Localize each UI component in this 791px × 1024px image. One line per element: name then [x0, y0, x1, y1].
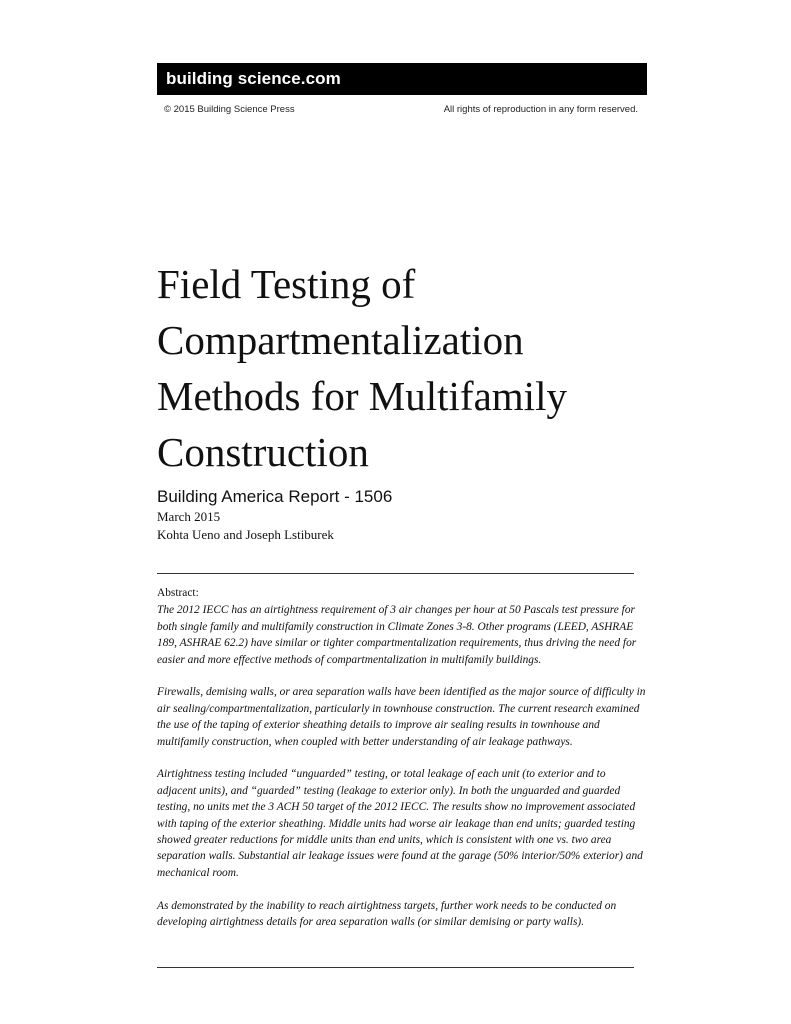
- rights-notice: All rights of reproduction in any form reserved.: [443, 104, 638, 115]
- copyright-notice: © 2015 Building Science Press: [164, 104, 295, 115]
- divider-top: [157, 573, 634, 574]
- document-title: [157, 256, 717, 480]
- title-line: Field Testing of: [157, 261, 416, 307]
- title-line: Methods for Multifamily: [157, 373, 567, 419]
- report-authors: Kohta Ueno and Joseph Lstiburek: [157, 527, 334, 542]
- abstract-section: [157, 585, 647, 947]
- divider-bottom: [157, 967, 634, 968]
- brand-header-bar: [157, 63, 647, 95]
- abstract-paragraph: The 2012 IECC has an airtightness requirement of 3 air changes per hour at 50 Pascals test pressure for both single family and multifamily construction in Climate Zones 3-8. Other programs (LEED, ASHRAE 189, ASHRAE 62.2) have similar or tighter compartmentalization requirements, thus driving the need for easier and more effective methods of compartmentalization in multifamily buildings.: [157, 604, 637, 666]
- abstract-paragraph: Firewalls, demising walls, or area separation walls have been identified as the major source of difficulty in air sealing/compartmentalization, particularly in townhouse construction. The current research examined the use of the taping of exterior sheathing details to improve air sealing results in townhouse and multifamily construction, when coupled with better understanding of air leakage pathways.: [157, 686, 646, 748]
- brand-name: building science.com: [166, 69, 341, 88]
- report-date: March 2015: [157, 509, 221, 524]
- title-line: Compartmentalization: [157, 317, 524, 363]
- copyright-row: [164, 104, 638, 115]
- abstract-paragraph: Airtightness testing included “unguarded” testing, or total leakage of each unit (to exterior and to adjacent units), and “guarded” testing (leakage to exterior only). In both the unguarded and guarded testing, no units met the 3 ACH 50 target of the 2012 IECC. The results show no improvement associated with taping of the exterior sheathing. Middle units had worse air leakage than end units; guarded testing showed greater reductions for middle units than end units, which is consistent with one vs. two area separation walls. Substantial air leakage issues were found at the garage (50% interior/50% exterior) and mechanical room.: [157, 768, 643, 879]
- report-number: Building America Report - 1506: [157, 487, 393, 506]
- abstract-paragraph: As demonstrated by the inability to reach airtightness targets, further work needs to be conducted on developing airtightness details for area separation walls (or similar demising or party walls).: [157, 899, 617, 929]
- title-line: Construction: [157, 429, 369, 475]
- abstract-heading: Abstract:: [157, 587, 199, 599]
